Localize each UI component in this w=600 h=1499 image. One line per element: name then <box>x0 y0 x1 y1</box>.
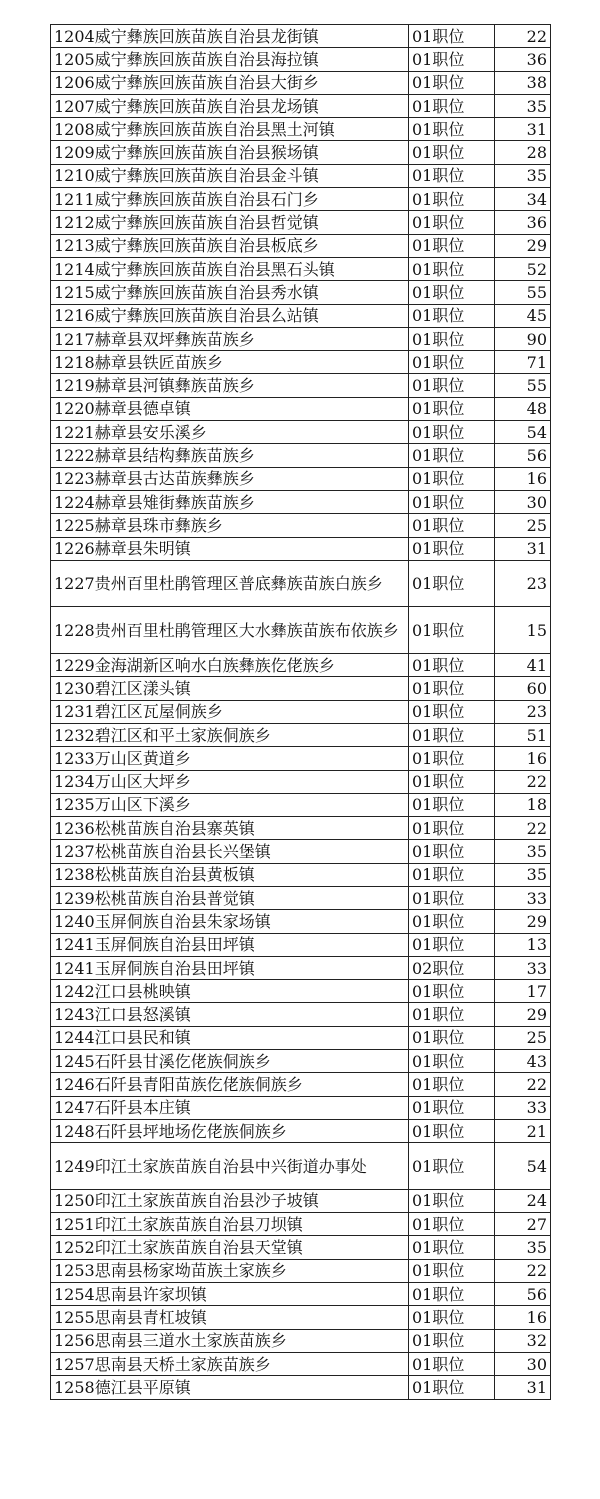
table-row <box>51 793 551 816</box>
table-row <box>51 817 551 840</box>
township-name-cell: 1234万山区大坪乡 <box>51 770 409 793</box>
table-row <box>51 1306 551 1329</box>
township-name-cell: 1240玉屏侗族自治县朱家场镇 <box>51 910 409 933</box>
township-name-cell: 1228贵州百里杜鹃管理区大水彝族苗族布依族乡 <box>51 607 409 654</box>
headcount-cell: 21 <box>495 1119 551 1142</box>
township-name-cell: 1207威宁彝族回族苗族自治县龙场镇 <box>51 94 409 117</box>
township-name-cell: 1241玉屏侗族自治县田坪镇 <box>51 933 409 956</box>
table-row <box>51 281 551 304</box>
position-code-cell: 01职位 <box>409 817 495 840</box>
table-row <box>51 677 551 700</box>
township-name-cell: 1212威宁彝族回族苗族自治县哲觉镇 <box>51 211 409 234</box>
headcount-cell: 18 <box>495 793 551 816</box>
position-code-cell: 01职位 <box>409 1306 495 1329</box>
township-name-cell: 1225赫章县珠市彝族乡 <box>51 514 409 537</box>
township-name-cell: 1242江口县桃映镇 <box>51 980 409 1003</box>
township-name-cell: 1246石阡县青阳苗族仡佬族侗族乡 <box>51 1073 409 1096</box>
position-code-cell: 01职位 <box>409 234 495 257</box>
position-code-cell: 01职位 <box>409 840 495 863</box>
position-code-cell: 01职位 <box>409 1376 495 1399</box>
township-name-cell: 1231碧江区瓦屋侗族乡 <box>51 700 409 723</box>
table-row <box>51 840 551 863</box>
township-name-cell: 1208威宁彝族回族苗族自治县黑土河镇 <box>51 118 409 141</box>
headcount-cell: 43 <box>495 1050 551 1073</box>
table-row <box>51 514 551 537</box>
table-row <box>51 490 551 513</box>
headcount-cell: 31 <box>495 537 551 560</box>
township-name-cell: 1236松桃苗族自治县寨英镇 <box>51 817 409 840</box>
headcount-cell: 16 <box>495 747 551 770</box>
headcount-cell: 25 <box>495 514 551 537</box>
township-name-cell: 1257思南县天桥土家族苗族乡 <box>51 1352 409 1375</box>
township-name-cell: 1253思南县杨家坳苗族土家族乡 <box>51 1259 409 1282</box>
headcount-cell: 13 <box>495 933 551 956</box>
headcount-cell: 60 <box>495 677 551 700</box>
headcount-cell: 25 <box>495 1026 551 1049</box>
township-name-cell: 1214威宁彝族回族苗族自治县黑石头镇 <box>51 257 409 280</box>
table-row <box>51 700 551 723</box>
township-name-cell: 1250印江土家族苗族自治县沙子坡镇 <box>51 1189 409 1212</box>
table-row <box>51 1236 551 1259</box>
township-name-cell: 1216威宁彝族回族苗族自治县么站镇 <box>51 304 409 327</box>
position-code-cell: 02职位 <box>409 956 495 979</box>
headcount-cell: 30 <box>495 490 551 513</box>
position-code-cell: 01职位 <box>409 1143 495 1190</box>
table-row <box>51 723 551 746</box>
position-code-cell: 01职位 <box>409 886 495 909</box>
table-row <box>51 374 551 397</box>
position-code-cell: 01职位 <box>409 444 495 467</box>
table-row <box>51 421 551 444</box>
table-body <box>51 25 551 1400</box>
township-name-cell: 1204威宁彝族回族苗族自治县龙街镇 <box>51 25 409 48</box>
headcount-cell: 29 <box>495 910 551 933</box>
township-name-cell: 1243江口县怒溪镇 <box>51 1003 409 1026</box>
township-name-cell: 1258德江县平原镇 <box>51 1376 409 1399</box>
township-name-cell: 1221赫章县安乐溪乡 <box>51 421 409 444</box>
headcount-cell: 35 <box>495 94 551 117</box>
headcount-cell: 41 <box>495 654 551 677</box>
table-row <box>51 257 551 280</box>
headcount-cell: 36 <box>495 48 551 71</box>
headcount-cell: 55 <box>495 374 551 397</box>
township-name-cell: 1230碧江区漾头镇 <box>51 677 409 700</box>
table-row <box>51 444 551 467</box>
township-name-cell: 1237松桃苗族自治县长兴堡镇 <box>51 840 409 863</box>
headcount-cell: 35 <box>495 164 551 187</box>
position-code-cell: 01职位 <box>409 71 495 94</box>
headcount-cell: 34 <box>495 188 551 211</box>
headcount-cell: 27 <box>495 1213 551 1236</box>
headcount-cell: 22 <box>495 1073 551 1096</box>
table-row <box>51 607 551 654</box>
headcount-cell: 56 <box>495 1283 551 1306</box>
headcount-cell: 29 <box>495 234 551 257</box>
headcount-cell: 24 <box>495 1189 551 1212</box>
table-row <box>51 910 551 933</box>
position-code-cell: 01职位 <box>409 1259 495 1282</box>
township-name-cell: 1254思南县许家坝镇 <box>51 1283 409 1306</box>
headcount-cell: 38 <box>495 71 551 94</box>
headcount-cell: 32 <box>495 1329 551 1352</box>
position-table <box>50 24 551 1400</box>
table-row <box>51 1026 551 1049</box>
headcount-cell: 52 <box>495 257 551 280</box>
headcount-cell: 22 <box>495 817 551 840</box>
position-code-cell: 01职位 <box>409 747 495 770</box>
township-name-cell: 1224赫章县雉街彝族苗族乡 <box>51 490 409 513</box>
township-name-cell: 1222赫章县结构彝族苗族乡 <box>51 444 409 467</box>
position-code-cell: 01职位 <box>409 654 495 677</box>
table-row <box>51 48 551 71</box>
table-row <box>51 304 551 327</box>
position-code-cell: 01职位 <box>409 1073 495 1096</box>
headcount-cell: 22 <box>495 770 551 793</box>
table-row <box>51 211 551 234</box>
table-row <box>51 397 551 420</box>
position-code-cell: 01职位 <box>409 421 495 444</box>
township-name-cell: 1219赫章县河镇彝族苗族乡 <box>51 374 409 397</box>
headcount-cell: 23 <box>495 700 551 723</box>
headcount-cell: 33 <box>495 956 551 979</box>
table-row <box>51 1143 551 1190</box>
headcount-cell: 35 <box>495 863 551 886</box>
table-row <box>51 980 551 1003</box>
township-name-cell: 1206威宁彝族回族苗族自治县大街乡 <box>51 71 409 94</box>
township-name-cell: 1229金海湖新区响水白族彝族仡佬族乡 <box>51 654 409 677</box>
township-name-cell: 1220赫章县德卓镇 <box>51 397 409 420</box>
township-name-cell: 1213威宁彝族回族苗族自治县板底乡 <box>51 234 409 257</box>
table-row <box>51 1096 551 1119</box>
position-code-cell: 01职位 <box>409 141 495 164</box>
headcount-cell: 45 <box>495 304 551 327</box>
position-code-cell: 01职位 <box>409 514 495 537</box>
table-row <box>51 1329 551 1352</box>
table-row <box>51 1003 551 1026</box>
position-code-cell: 01职位 <box>409 1329 495 1352</box>
table-row <box>51 141 551 164</box>
position-code-cell: 01职位 <box>409 304 495 327</box>
township-name-cell: 1227贵州百里杜鹃管理区普底彝族苗族白族乡 <box>51 560 409 607</box>
table-row <box>51 560 551 607</box>
headcount-cell: 33 <box>495 1096 551 1119</box>
township-name-cell: 1235万山区下溪乡 <box>51 793 409 816</box>
position-code-cell: 01职位 <box>409 164 495 187</box>
table-row <box>51 351 551 374</box>
position-code-cell: 01职位 <box>409 211 495 234</box>
position-code-cell: 01职位 <box>409 281 495 304</box>
position-code-cell: 01职位 <box>409 677 495 700</box>
position-code-cell: 01职位 <box>409 933 495 956</box>
table-row <box>51 234 551 257</box>
position-code-cell: 01职位 <box>409 327 495 350</box>
township-name-cell: 1255思南县青杠坡镇 <box>51 1306 409 1329</box>
township-name-cell: 1223赫章县古达苗族彝族乡 <box>51 467 409 490</box>
table-row <box>51 118 551 141</box>
table-row <box>51 164 551 187</box>
position-code-cell: 01职位 <box>409 1096 495 1119</box>
position-code-cell: 01职位 <box>409 910 495 933</box>
position-code-cell: 01职位 <box>409 48 495 71</box>
township-name-cell: 1248石阡县坪地场仡佬族侗族乡 <box>51 1119 409 1142</box>
headcount-cell: 36 <box>495 211 551 234</box>
headcount-cell: 22 <box>495 25 551 48</box>
headcount-cell: 15 <box>495 607 551 654</box>
headcount-cell: 54 <box>495 421 551 444</box>
township-name-cell: 1218赫章县铁匠苗族乡 <box>51 351 409 374</box>
position-code-cell: 01职位 <box>409 793 495 816</box>
township-name-cell: 1251印江土家族苗族自治县刀坝镇 <box>51 1213 409 1236</box>
headcount-cell: 22 <box>495 1259 551 1282</box>
position-code-cell: 01职位 <box>409 537 495 560</box>
headcount-cell: 35 <box>495 840 551 863</box>
township-name-cell: 1238松桃苗族自治县黄板镇 <box>51 863 409 886</box>
headcount-cell: 29 <box>495 1003 551 1026</box>
position-code-cell: 01职位 <box>409 980 495 1003</box>
headcount-cell: 16 <box>495 1306 551 1329</box>
township-name-cell: 1244江口县民和镇 <box>51 1026 409 1049</box>
table-row <box>51 1283 551 1306</box>
position-code-cell: 01职位 <box>409 1352 495 1375</box>
headcount-cell: 17 <box>495 980 551 1003</box>
headcount-cell: 48 <box>495 397 551 420</box>
table-row <box>51 747 551 770</box>
position-code-cell: 01职位 <box>409 257 495 280</box>
table-row <box>51 933 551 956</box>
township-name-cell: 1209威宁彝族回族苗族自治县猴场镇 <box>51 141 409 164</box>
township-name-cell: 1252印江土家族苗族自治县天堂镇 <box>51 1236 409 1259</box>
position-code-cell: 01职位 <box>409 1026 495 1049</box>
table-row <box>51 467 551 490</box>
headcount-cell: 16 <box>495 467 551 490</box>
township-name-cell: 1241玉屏侗族自治县田坪镇 <box>51 956 409 979</box>
position-code-cell: 01职位 <box>409 1119 495 1142</box>
headcount-cell: 30 <box>495 1352 551 1375</box>
headcount-cell: 56 <box>495 444 551 467</box>
position-code-cell: 01职位 <box>409 467 495 490</box>
position-code-cell: 01职位 <box>409 397 495 420</box>
table-row <box>51 188 551 211</box>
position-code-cell: 01职位 <box>409 1236 495 1259</box>
township-name-cell: 1233万山区黄道乡 <box>51 747 409 770</box>
position-code-cell: 01职位 <box>409 490 495 513</box>
township-name-cell: 1256思南县三道水土家族苗族乡 <box>51 1329 409 1352</box>
table-row <box>51 1119 551 1142</box>
position-code-cell: 01职位 <box>409 188 495 211</box>
position-code-cell: 01职位 <box>409 770 495 793</box>
headcount-cell: 90 <box>495 327 551 350</box>
township-name-cell: 1247石阡县本庄镇 <box>51 1096 409 1119</box>
table-row <box>51 25 551 48</box>
headcount-cell: 23 <box>495 560 551 607</box>
table-row <box>51 1259 551 1282</box>
township-name-cell: 1232碧江区和平土家族侗族乡 <box>51 723 409 746</box>
table-row <box>51 1376 551 1399</box>
township-name-cell: 1226赫章县朱明镇 <box>51 537 409 560</box>
headcount-cell: 33 <box>495 886 551 909</box>
township-name-cell: 1217赫章县双坪彝族苗族乡 <box>51 327 409 350</box>
headcount-cell: 35 <box>495 1236 551 1259</box>
position-code-cell: 01职位 <box>409 1003 495 1026</box>
table-row <box>51 1073 551 1096</box>
position-code-cell: 01职位 <box>409 560 495 607</box>
table-row <box>51 770 551 793</box>
table-row <box>51 654 551 677</box>
table-row <box>51 1352 551 1375</box>
table-row <box>51 537 551 560</box>
headcount-cell: 31 <box>495 118 551 141</box>
position-code-cell: 01职位 <box>409 1213 495 1236</box>
position-code-cell: 01职位 <box>409 1189 495 1212</box>
position-code-cell: 01职位 <box>409 863 495 886</box>
township-name-cell: 1205威宁彝族回族苗族自治县海拉镇 <box>51 48 409 71</box>
table-row <box>51 1050 551 1073</box>
position-code-cell: 01职位 <box>409 607 495 654</box>
position-code-cell: 01职位 <box>409 25 495 48</box>
table-row <box>51 1213 551 1236</box>
position-code-cell: 01职位 <box>409 723 495 746</box>
township-name-cell: 1210威宁彝族回族苗族自治县金斗镇 <box>51 164 409 187</box>
township-name-cell: 1239松桃苗族自治县普觉镇 <box>51 886 409 909</box>
township-name-cell: 1211威宁彝族回族苗族自治县石门乡 <box>51 188 409 211</box>
table-row <box>51 956 551 979</box>
headcount-cell: 28 <box>495 141 551 164</box>
headcount-cell: 51 <box>495 723 551 746</box>
position-code-cell: 01职位 <box>409 118 495 141</box>
position-code-cell: 01职位 <box>409 1283 495 1306</box>
township-name-cell: 1249印江土家族苗族自治县中兴街道办事处 <box>51 1143 409 1190</box>
headcount-cell: 54 <box>495 1143 551 1190</box>
position-code-cell: 01职位 <box>409 700 495 723</box>
table-row <box>51 1189 551 1212</box>
headcount-cell: 31 <box>495 1376 551 1399</box>
table-row <box>51 327 551 350</box>
table-row <box>51 94 551 117</box>
headcount-cell: 71 <box>495 351 551 374</box>
position-code-cell: 01职位 <box>409 1050 495 1073</box>
table-row <box>51 886 551 909</box>
headcount-cell: 55 <box>495 281 551 304</box>
position-code-cell: 01职位 <box>409 94 495 117</box>
township-name-cell: 1245石阡县甘溪仡佬族侗族乡 <box>51 1050 409 1073</box>
position-code-cell: 01职位 <box>409 351 495 374</box>
table-row <box>51 71 551 94</box>
township-name-cell: 1215威宁彝族回族苗族自治县秀水镇 <box>51 281 409 304</box>
position-code-cell: 01职位 <box>409 374 495 397</box>
table-row <box>51 863 551 886</box>
